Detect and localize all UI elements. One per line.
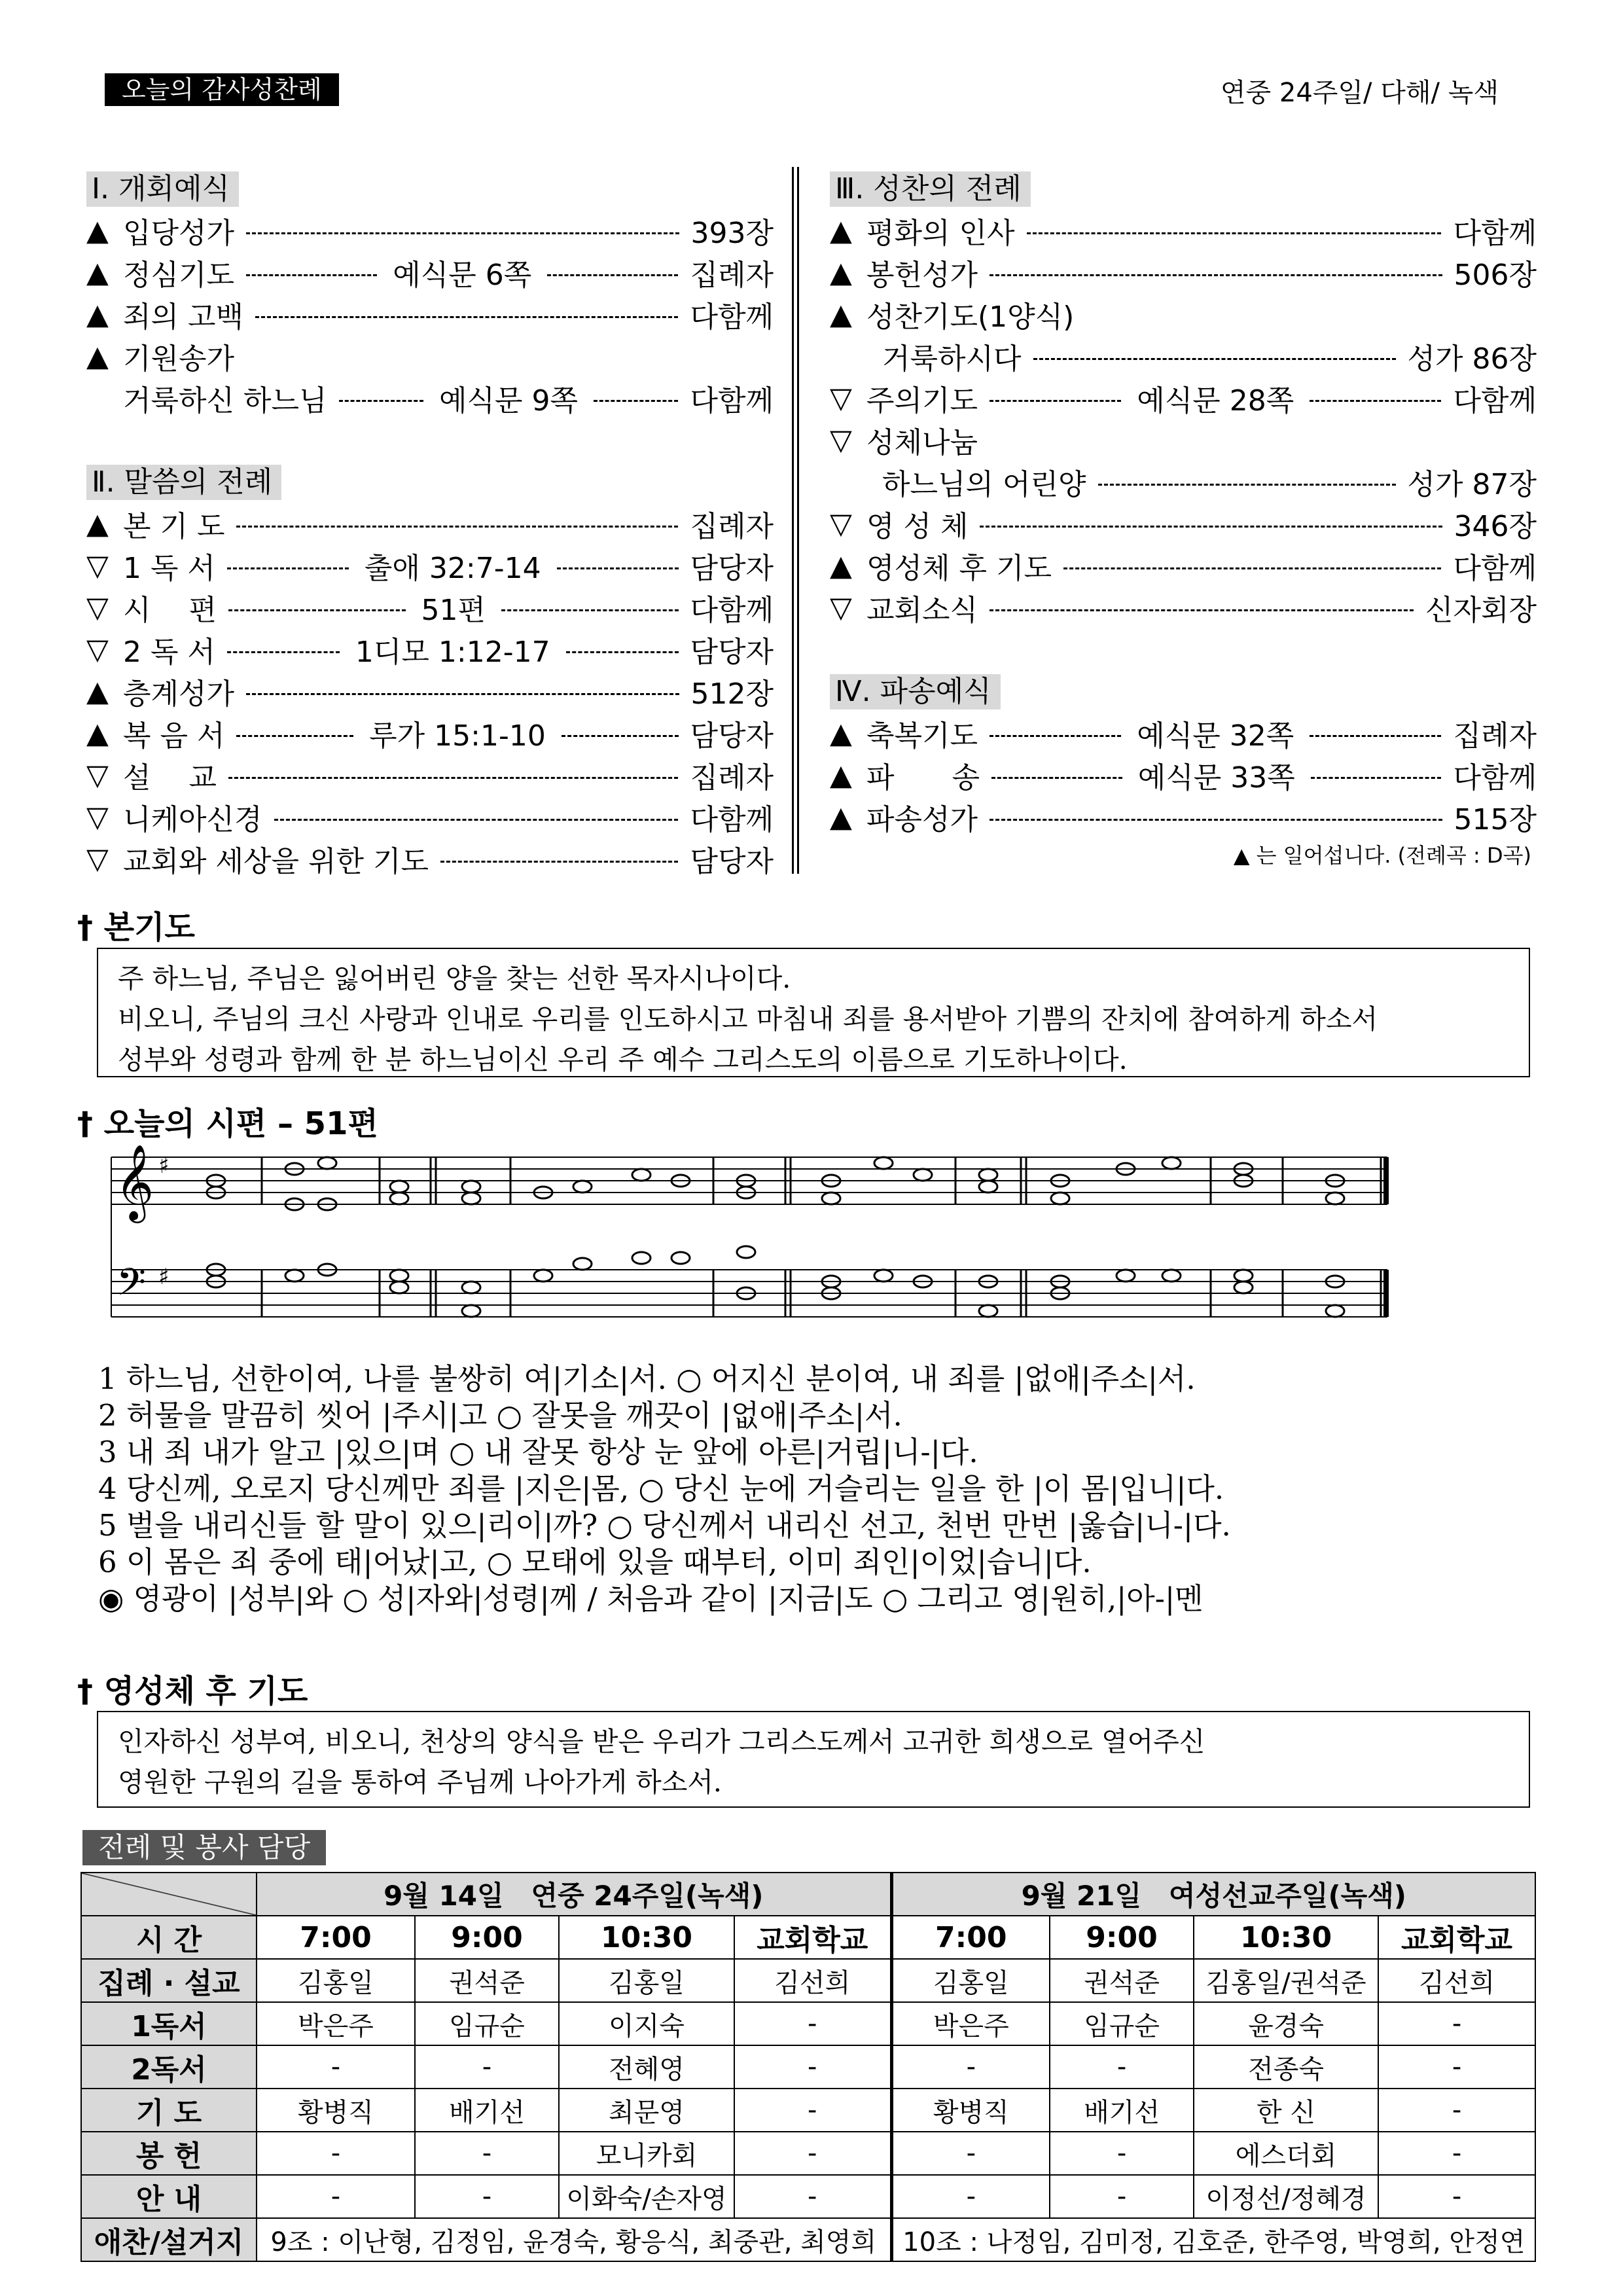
row-symbol: ▽ <box>830 423 852 457</box>
duty-person: 김선희 <box>1378 1959 1535 2002</box>
row-name: 축복기도 <box>866 719 978 753</box>
duty-person: 모니카회 <box>559 2132 734 2175</box>
duty-role: 집례 · 설교 <box>81 1959 257 2002</box>
row-name: 파송성가 <box>866 803 978 836</box>
duty-person: 전혜영 <box>559 2045 734 2089</box>
row-reference: 예식문 32쪽 <box>1133 712 1298 754</box>
row-leader <box>990 274 1442 276</box>
row-symbol: ▲ <box>830 297 852 331</box>
row-value: 담당자 <box>690 552 774 585</box>
psalm-verse: 5 벌을 내리신들 할 말이 있으|리이|까? ○ 당신께서 내리신 선고, 천번 만번 |옳습|니-|다. <box>98 1508 1231 1543</box>
service-row <box>86 796 774 838</box>
row-leader <box>236 735 353 737</box>
row-symbol: ▲ <box>86 674 109 708</box>
duty-person: - <box>891 2175 1050 2218</box>
duty-person: 임규순 <box>1050 2002 1194 2045</box>
psalm-verse: ◉ 영광이 |성부|와 ○ 성|자와|성령|께 / 처음과 같이 |지금|도 ○ 그리고 영|원히,|아-|멘 <box>98 1581 1204 1616</box>
svg-text:𝄞: 𝄞 <box>115 1143 154 1220</box>
row-name: 입당성가 <box>123 217 235 250</box>
row-value: 다함께 <box>1453 384 1537 418</box>
row-name: 하느님의 어린양 <box>882 468 1086 501</box>
row-value: 512장 <box>690 677 774 711</box>
duty-person: 권석준 <box>415 1959 559 2002</box>
row-leader <box>1310 400 1441 402</box>
row-name: 교회소식 <box>866 594 978 627</box>
duty-person: - <box>734 2132 891 2175</box>
service-row <box>830 251 1537 293</box>
row-leader <box>339 400 423 402</box>
duty-table <box>80 1872 1536 2262</box>
service-row <box>830 503 1537 545</box>
row-symbol: ▲ <box>830 213 852 247</box>
row-value: 다함께 <box>690 594 774 627</box>
row-reference: 예식문 33쪽 <box>1134 754 1299 796</box>
service-row <box>86 293 774 335</box>
row-leader <box>227 567 349 569</box>
duty-person: 이정선/정혜경 <box>1194 2175 1378 2218</box>
row-name: 복 음 서 <box>123 719 225 753</box>
duty-person: - <box>1050 2045 1194 2089</box>
row-name: 거룩하신 하느님 <box>123 384 327 418</box>
duty-person: 김홍일 <box>891 1959 1050 2002</box>
duty-role: 1독서 <box>81 2002 257 2045</box>
duty-person: - <box>1050 2132 1194 2175</box>
duty-person: - <box>891 2045 1050 2089</box>
duty-person: 이지숙 <box>559 2002 734 2045</box>
row-leader <box>991 777 1122 779</box>
row-leader <box>562 735 679 737</box>
row-reference: 1디모 1:12-17 <box>351 628 554 670</box>
row-leader <box>1311 777 1442 779</box>
svg-text:♯: ♯ <box>158 1264 169 1290</box>
row-leader <box>236 526 678 528</box>
psalm-tone-score <box>105 1139 1414 1335</box>
service-time: 7:00 <box>257 1916 415 1959</box>
duty-person: 김선희 <box>734 1959 891 2002</box>
row-symbol: ▲ <box>86 507 109 541</box>
row-reference: 예식문 28쪽 <box>1133 377 1298 419</box>
row-leader <box>246 274 377 276</box>
row-leader <box>501 609 679 611</box>
row-value: 506장 <box>1454 259 1537 292</box>
duty-person: - <box>1378 2045 1535 2089</box>
service-row <box>830 377 1537 419</box>
svg-text:𝄢: 𝄢 <box>116 1260 147 1314</box>
row-name: 본 기 도 <box>123 510 225 543</box>
agape-week1: 9조 : 이난형, 김정임, 윤경숙, 황응식, 최중관, 최영희 <box>257 2218 891 2261</box>
duty-person: 최문영 <box>559 2089 734 2132</box>
duty-person: 한 신 <box>1194 2089 1378 2132</box>
service-row <box>86 377 774 419</box>
row-leader <box>1063 567 1441 569</box>
row-symbol: ▽ <box>86 800 109 834</box>
duty-role: 안 내 <box>81 2175 257 2218</box>
row-leader <box>1033 358 1396 360</box>
row-value: 393장 <box>690 217 774 250</box>
column-divider-2 <box>797 167 799 874</box>
psalm-verse: 3 내 죄 내가 알고 |있으|며 ○ 내 잘못 항상 눈 앞에 아른|거립|니-|다. <box>98 1435 978 1469</box>
row-leader <box>228 777 678 779</box>
agape-week2: 10조 : 나정임, 김미정, 김호준, 한주영, 박영희, 안정연 <box>891 2218 1535 2261</box>
row-symbol: ▽ <box>86 590 109 624</box>
row-leader <box>246 693 679 695</box>
duty-role: 2독서 <box>81 2045 257 2089</box>
row-symbol: ▽ <box>86 632 109 666</box>
psalm-title: † 오늘의 시편 – 51편 <box>77 1105 378 1142</box>
standing-note: ▲ 는 일어섭니다. (전례곡 : D곡) <box>1233 843 1531 868</box>
duty-person: - <box>1050 2175 1194 2218</box>
row-leader <box>1027 232 1442 234</box>
service-row <box>86 209 774 251</box>
row-name: 거룩하시다 <box>882 342 1022 376</box>
service-row <box>830 796 1537 838</box>
row-symbol: ▲ <box>830 800 852 834</box>
row-symbol: ▽ <box>86 758 109 792</box>
duty-person: 권석준 <box>1050 1959 1194 2002</box>
row-symbol: ▲ <box>86 255 109 289</box>
row-symbol: ▲ <box>830 548 852 583</box>
duty-person: - <box>415 2132 559 2175</box>
duty-person: - <box>1378 2175 1535 2218</box>
row-reference: 예식문 9쪽 <box>435 377 582 419</box>
row-symbol: ▲ <box>830 758 852 792</box>
duty-row <box>81 2132 1535 2175</box>
duty-person: 윤경숙 <box>1194 2002 1378 2045</box>
psalm-verse: 6 이 몸은 죄 중에 태|어났|고, ○ 모태에 있을 때부터, 이미 죄인|이었|습니|다. <box>98 1545 1092 1579</box>
row-leader <box>440 861 678 863</box>
duty-person: - <box>734 2175 891 2218</box>
psalm-verse: 4 당신께, 오로지 당신께만 죄를 |지은|몸, ○ 당신 눈에 거슬리는 일을 한 |이 몸|입니|다. <box>98 1471 1224 1506</box>
service-row <box>86 503 774 545</box>
service-row <box>86 838 774 880</box>
service-row <box>830 545 1537 586</box>
postcommunion-title: † 영성체 후 기도 <box>77 1673 308 1710</box>
row-name: 성체나눔 <box>866 426 978 459</box>
service-row <box>830 293 1537 335</box>
duty-person: 에스더회 <box>1194 2132 1378 2175</box>
row-name: 1 독 서 <box>123 552 215 585</box>
duty-person: 황병직 <box>891 2089 1050 2132</box>
collect-line: 주 하느님, 주님은 잃어버린 양을 찾는 선한 목자시나이다. <box>118 963 791 994</box>
row-symbol: ▲ <box>86 339 109 373</box>
row-value: 515장 <box>1454 803 1537 836</box>
week1-header: 9월 14일 연중 24주일(녹색) <box>257 1873 891 1916</box>
psalm-verse: 1 하느님, 선한이여, 나를 불쌍히 여|기소|서. ○ 어지신 분이여, 내 죄를 |없애|주소|서. <box>98 1361 1196 1396</box>
header-tag: 오늘의 감사성찬례 <box>105 73 339 106</box>
row-name: 정심기도 <box>123 259 235 292</box>
row-leader <box>557 567 679 569</box>
row-name: 성찬기도(1양식) <box>866 300 1075 334</box>
agape-label: 애찬/설거지 <box>81 2218 257 2261</box>
service-time: 10:30 <box>559 1916 734 1959</box>
row-symbol: ▲ <box>86 297 109 331</box>
row-value: 담당자 <box>690 636 774 669</box>
collect-line: 성부와 성령과 함께 한 분 하느님이신 우리 주 예수 그리스도의 이름으로 기도하나이다. <box>118 1044 1128 1075</box>
row-symbol: ▽ <box>86 548 109 583</box>
service-row <box>86 712 774 754</box>
row-value: 346장 <box>1454 510 1537 543</box>
row-value: 담당자 <box>690 845 774 878</box>
service-time: 9:00 <box>1050 1916 1194 1959</box>
duty-row <box>81 1959 1535 2002</box>
duty-person: 황병직 <box>257 2089 415 2132</box>
row-symbol: ▽ <box>830 590 852 624</box>
row-name: 봉헌성가 <box>866 259 978 292</box>
postcommunion-line: 인자하신 성부여, 비오니, 천상의 양식을 받은 우리가 그리스도께서 고귀한 희생으로 열어주신 <box>118 1726 1205 1757</box>
row-value: 성가 86장 <box>1407 342 1537 376</box>
service-time: 교회학교 <box>734 1916 891 1959</box>
row-value: 담당자 <box>690 719 774 753</box>
row-name: 2 독 서 <box>123 636 215 669</box>
duty-tag: 전례 및 봉사 담당 <box>82 1830 326 1865</box>
row-name: 주의기도 <box>866 384 978 418</box>
service-row <box>830 209 1537 251</box>
section-title: Ⅱ. 말씀의 전례 <box>86 465 281 500</box>
row-leader <box>566 651 679 653</box>
row-value: 다함께 <box>1453 761 1537 795</box>
duty-row <box>81 2045 1535 2089</box>
duty-person: 전종숙 <box>1194 2045 1378 2089</box>
duty-row <box>81 2002 1535 2045</box>
row-name: 니케아신경 <box>123 803 262 836</box>
duty-person: - <box>257 2045 415 2089</box>
column-divider <box>792 167 794 874</box>
collect-box <box>97 948 1530 1077</box>
row-name: 영성체 후 기도 <box>866 552 1052 585</box>
row-leader <box>1098 484 1396 486</box>
row-leader <box>990 400 1121 402</box>
row-symbol: ▲ <box>830 716 852 750</box>
service-row <box>86 628 774 670</box>
service-row <box>830 335 1537 377</box>
service-row <box>830 586 1537 628</box>
duty-person: - <box>257 2175 415 2218</box>
duty-person: 이화숙/손자영 <box>559 2175 734 2218</box>
service-time: 교회학교 <box>1378 1916 1535 1959</box>
duty-person: 배기선 <box>415 2089 559 2132</box>
row-name: 죄의 고백 <box>123 300 244 334</box>
row-leader <box>990 819 1442 821</box>
duty-person: - <box>1378 2132 1535 2175</box>
section-title: Ⅲ. 성찬의 전례 <box>830 171 1031 207</box>
service-row <box>86 335 774 377</box>
row-name: 파 송 <box>866 761 980 795</box>
service-row <box>86 251 774 293</box>
postcommunion-line: 영원한 구원의 길을 통하여 주님께 나아가게 하소서. <box>118 1767 722 1798</box>
collect-title: † 본기도 <box>77 909 195 946</box>
row-leader <box>594 400 678 402</box>
row-leader <box>274 819 679 821</box>
service-row <box>830 712 1537 754</box>
row-leader <box>990 609 1414 611</box>
service-row <box>86 545 774 586</box>
psalm-verse: 2 허물을 말끔히 씻어 |주시|고 ○ 잘못을 깨끗이 |없애|주소|서. <box>98 1398 902 1433</box>
row-leader <box>547 274 678 276</box>
times-label: 시 간 <box>81 1916 257 1959</box>
service-row <box>830 419 1537 461</box>
row-value: 집례자 <box>690 259 774 292</box>
row-leader <box>246 232 679 234</box>
duty-person: - <box>734 2002 891 2045</box>
row-reference: 루가 15:1-10 <box>365 712 550 754</box>
row-leader <box>228 609 406 611</box>
duty-corner <box>81 1873 257 1916</box>
duty-person: - <box>415 2045 559 2089</box>
duty-person: 배기선 <box>1050 2089 1194 2132</box>
row-symbol: ▲ <box>86 716 109 750</box>
row-name: 층계성가 <box>123 677 235 711</box>
row-symbol: ▽ <box>86 842 109 876</box>
section-title: Ⅰ. 개회예식 <box>86 171 239 207</box>
row-symbol: ▽ <box>830 381 852 415</box>
duty-role: 기 도 <box>81 2089 257 2132</box>
service-row <box>86 754 774 796</box>
row-name: 설 교 <box>123 761 217 795</box>
header-right: 연중 24주일/ 다해/ 녹색 <box>1220 78 1499 108</box>
service-time: 10:30 <box>1194 1916 1378 1959</box>
row-value: 다함께 <box>1453 552 1537 585</box>
row-name: 영 성 체 <box>866 510 969 543</box>
duty-person: - <box>415 2175 559 2218</box>
row-leader <box>255 316 678 318</box>
row-name: 교회와 세상을 위한 기도 <box>123 845 429 878</box>
week2-header: 9월 21일 여성선교주일(녹색) <box>891 1873 1535 1916</box>
duty-person: - <box>1378 2002 1535 2045</box>
service-time: 7:00 <box>891 1916 1050 1959</box>
duty-row <box>81 2175 1535 2218</box>
duty-person: - <box>257 2132 415 2175</box>
duty-person: 김홍일 <box>257 1959 415 2002</box>
row-value: 집례자 <box>690 761 774 795</box>
row-symbol: ▽ <box>830 507 852 541</box>
row-value: 집례자 <box>1453 719 1537 753</box>
duty-person: 박은주 <box>891 2002 1050 2045</box>
svg-text:♯: ♯ <box>158 1153 169 1179</box>
row-name: 시 편 <box>123 594 217 627</box>
duty-role: 봉 헌 <box>81 2132 257 2175</box>
row-symbol: ▲ <box>830 255 852 289</box>
service-row <box>830 461 1537 503</box>
row-value: 다함께 <box>690 384 774 418</box>
row-value: 성가 87장 <box>1407 468 1537 501</box>
collect-line: 비오니, 주님의 크신 사랑과 인내로 우리를 인도하시고 마침내 죄를 용서받아 기쁨의 잔치에 참여하게 하소서 <box>118 1003 1378 1035</box>
row-reference: 예식문 6쪽 <box>389 251 535 293</box>
row-value: 다함께 <box>690 803 774 836</box>
service-row <box>86 670 774 712</box>
row-reference: 출애 32:7-14 <box>361 545 545 586</box>
duty-person: 박은주 <box>257 2002 415 2045</box>
row-value: 집례자 <box>690 510 774 543</box>
row-name: 평화의 인사 <box>866 217 1015 250</box>
row-symbol: ▲ <box>86 213 109 247</box>
service-time: 9:00 <box>415 1916 559 1959</box>
duty-person: - <box>734 2045 891 2089</box>
row-leader <box>227 651 340 653</box>
section-title: Ⅳ. 파송예식 <box>830 674 1001 709</box>
service-row <box>86 586 774 628</box>
service-row <box>830 754 1537 796</box>
row-leader <box>990 735 1121 737</box>
row-value: 신자회장 <box>1425 594 1537 627</box>
row-name: 기원송가 <box>123 342 235 376</box>
duty-person: - <box>891 2132 1050 2175</box>
duty-person: 김홍일 <box>559 1959 734 2002</box>
duty-person: - <box>734 2089 891 2132</box>
row-leader <box>1310 735 1441 737</box>
duty-person: 임규순 <box>415 2002 559 2045</box>
duty-person: - <box>1378 2089 1535 2132</box>
duty-row <box>81 2089 1535 2132</box>
row-value: 다함께 <box>690 300 774 334</box>
postcommunion-box <box>97 1711 1530 1808</box>
row-value: 다함께 <box>1453 217 1537 250</box>
row-reference: 51편 <box>418 586 490 628</box>
row-leader <box>980 526 1442 528</box>
duty-person: 김홍일/권석준 <box>1194 1959 1378 2002</box>
